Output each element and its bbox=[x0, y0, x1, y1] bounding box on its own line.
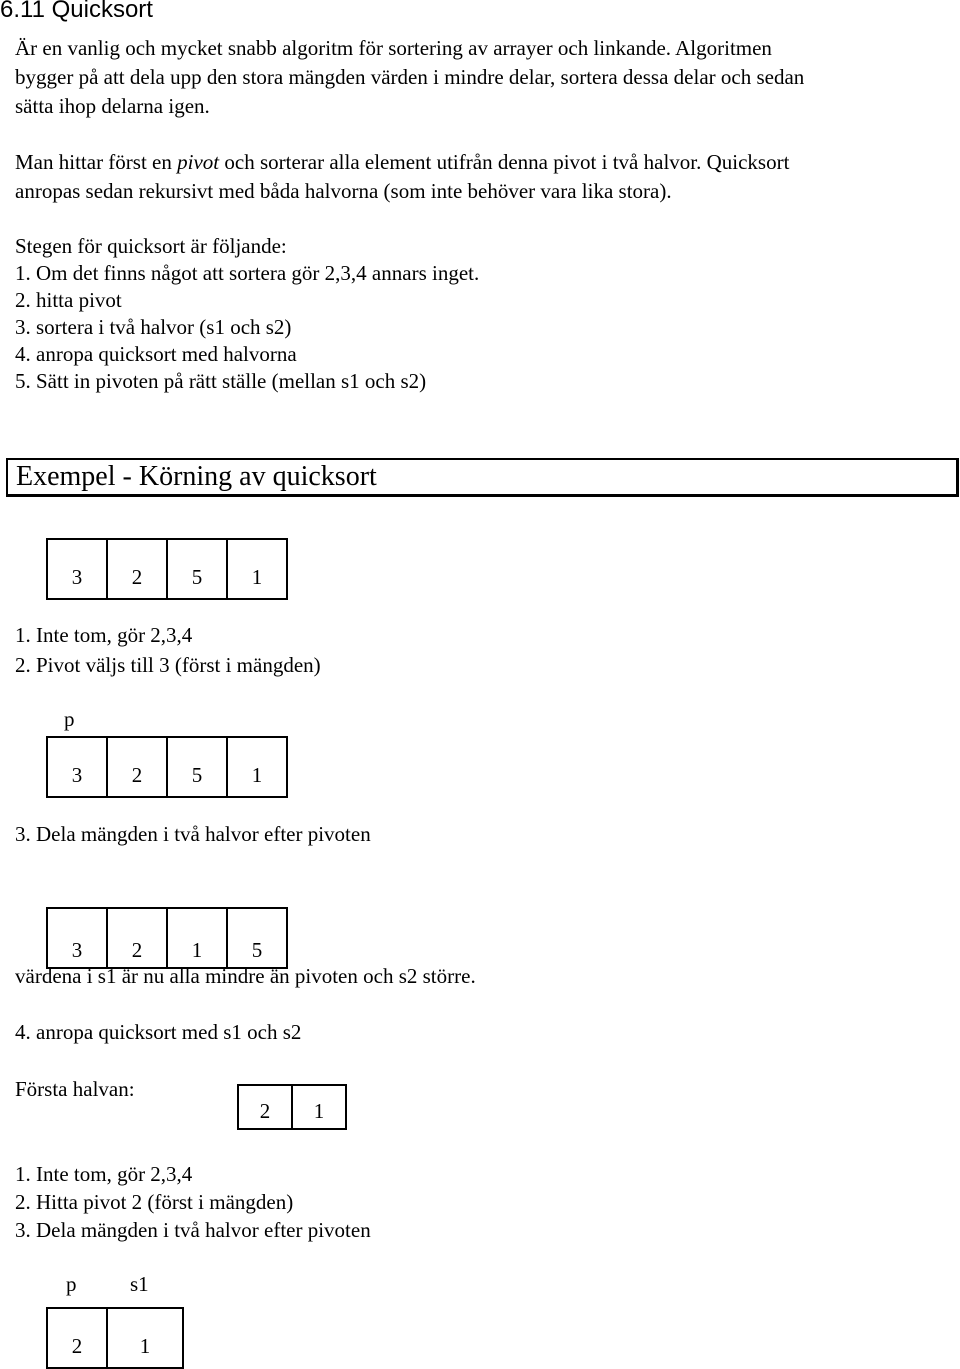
intro-paragraph bbox=[15, 34, 804, 121]
array-first-half-pivot bbox=[46, 1307, 184, 1369]
array-with-pivot bbox=[46, 736, 288, 798]
example-step-1: 1. Inte tom, gör 2,3,4 bbox=[15, 623, 193, 647]
array-partitioned bbox=[46, 907, 288, 969]
sub-step-2: 2. Hitta pivot 2 (först i mängden) bbox=[15, 1190, 294, 1214]
steps-title: Stegen för quicksort är följande: bbox=[15, 234, 287, 258]
array-cell: 2 bbox=[106, 736, 168, 798]
sub-step-3: 3. Dela mängden i två halvor efter pivoten bbox=[15, 1218, 371, 1242]
step-item: 5. Sätt in pivoten på rätt ställe (mellan s1 och s2) bbox=[15, 369, 427, 393]
array-initial bbox=[46, 538, 288, 600]
step-item: 1. Om det finns något att sortera gör 2,3,4 annars inget. bbox=[15, 261, 480, 285]
pivot-line-1 bbox=[15, 148, 789, 177]
section-heading: 6.11 Quicksort bbox=[0, 0, 153, 23]
pivot-line-text: Man hittar först en bbox=[15, 150, 178, 174]
array-cell: 1 bbox=[106, 1307, 184, 1369]
step-item: 2. hitta pivot bbox=[15, 288, 122, 312]
example-banner bbox=[6, 458, 959, 497]
array-cell: 2 bbox=[237, 1084, 293, 1130]
array-cell: 1 bbox=[226, 538, 288, 600]
intro-line: bygger på att dela upp den stora mängden värden i mindre delar, sortera dessa delar och sedan bbox=[15, 65, 805, 89]
array-cell: 1 bbox=[166, 907, 228, 969]
array-cell: 5 bbox=[166, 736, 228, 798]
sub-step-1: 1. Inte tom, gör 2,3,4 bbox=[15, 1162, 193, 1186]
pivot-line-2: anropas sedan rekursivt med båda halvorna (som inte behöver vara lika stora). bbox=[15, 179, 672, 203]
array-cell: 3 bbox=[46, 736, 108, 798]
array-cell: 2 bbox=[106, 907, 168, 969]
example-step-2: 2. Pivot väljs till 3 (först i mängden) bbox=[15, 653, 321, 677]
array-cell: 5 bbox=[226, 907, 288, 969]
step-item: 4. anropa quicksort med halvorna bbox=[15, 342, 297, 366]
array-cell: 5 bbox=[166, 538, 228, 600]
example-step-3: 3. Dela mängden i två halvor efter pivoten bbox=[15, 822, 371, 846]
array-cell: 2 bbox=[46, 1307, 108, 1369]
pivot-line-text: och sorterar alla element utifrån denna pivot i två halvor. Quicksort bbox=[219, 150, 790, 174]
array-cell: 1 bbox=[226, 736, 288, 798]
example-banner-title: Exempel - Körning av quicksort bbox=[16, 461, 377, 492]
partition-note: värdena i s1 är nu alla mindre än pivoten och s2 större. bbox=[15, 964, 476, 988]
intro-line: sätta ihop delarna igen. bbox=[15, 94, 210, 118]
step-item: 3. sortera i två halvor (s1 och s2) bbox=[15, 315, 292, 339]
array-cell: 3 bbox=[46, 907, 108, 969]
steps-list bbox=[15, 233, 479, 395]
pivot-term: pivot bbox=[177, 150, 220, 174]
intro-line: Är en vanlig och mycket snabb algoritm för sortering av arrayer och linkande. Algoritmen bbox=[15, 36, 772, 60]
pivot-paragraph bbox=[15, 148, 789, 206]
array-cell: 2 bbox=[106, 538, 168, 600]
first-half-label: Första halvan: bbox=[15, 1077, 135, 1101]
example-step-4: 4. anropa quicksort med s1 och s2 bbox=[15, 1020, 302, 1044]
sub-pivot-marker: p bbox=[66, 1272, 77, 1296]
array-first-half bbox=[237, 1084, 347, 1130]
array-cell: 1 bbox=[291, 1084, 347, 1130]
sub-s1-marker: s1 bbox=[130, 1272, 149, 1296]
array-cell: 3 bbox=[46, 538, 108, 600]
pivot-marker: p bbox=[64, 707, 75, 731]
